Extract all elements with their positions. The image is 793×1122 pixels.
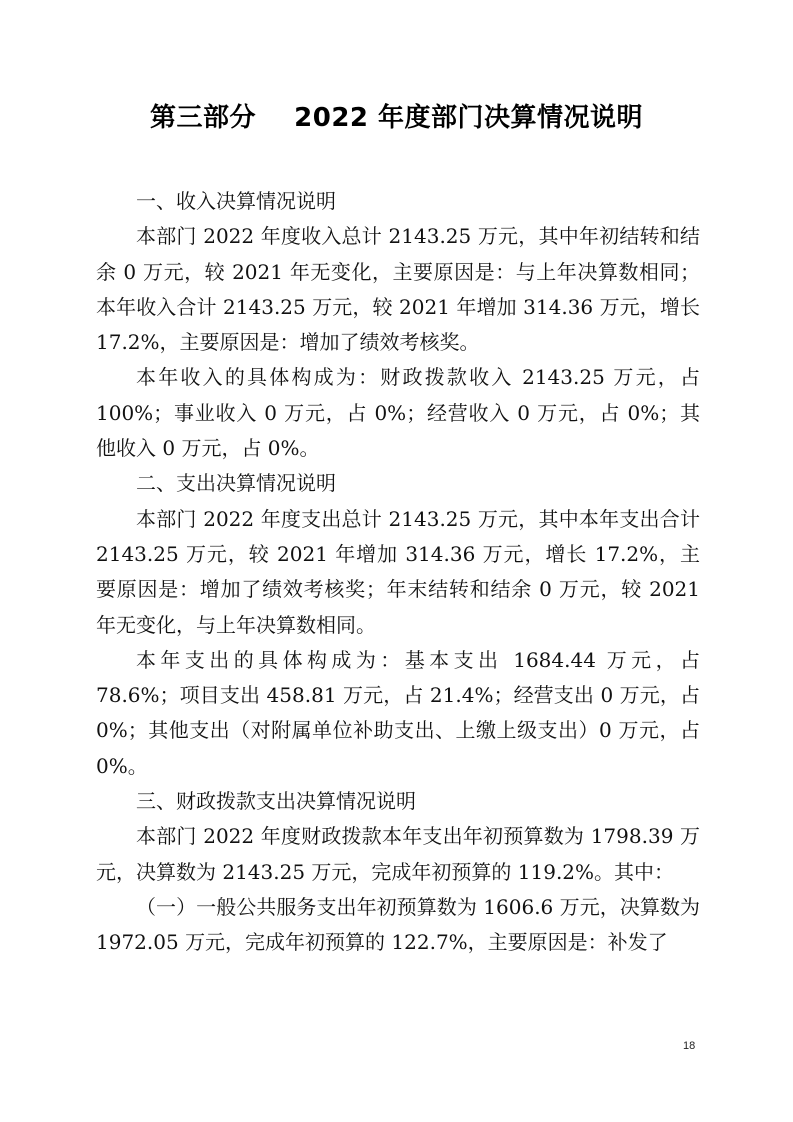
document-body [96, 184, 700, 961]
paragraph-fiscal-appropriation-summary: 本部门 2022 年度财政拨款本年支出年初预算数为 1798.39 万元，决算数为 2143.25 万元，完成年初预算的 119.2%。其中： [96, 824, 700, 884]
paragraph-general-public-services: （一）一般公共服务支出年初预算数为 1606.6 万元，决算数为 1972.05 万元，完成年初预算的 122.7%，主要原因是：补发了 [96, 894, 700, 955]
section-heading-fiscal-appropriation: 三、财政拨款支出决算情况说明 [136, 789, 416, 814]
paragraph-income-summary: 本部门 2022 年度收入总计 2143.25 万元，其中年初结转和结余 0 万元，较 2021 年无变化，主要原因是：与上年决算数相同；本年收入合计 2143.25 万元，较 2021 年增加 314.36 万元，增长 17.2%，主要原因是：增加了绩效考核奖。 [96, 224, 700, 355]
section-heading-expenditure: 二、支出决算情况说明 [136, 471, 336, 496]
paragraph-income-composition: 本年收入的具体构成为：财政拨款收入 2143.25 万元，占 100%；事业收入 0 万元，占 0%；经营收入 0 万元，占 0%；其他收入 0 万元，占 0%。 [96, 365, 700, 461]
paragraph-expenditure-summary: 本部门 2022 年度支出总计 2143.25 万元，其中本年支出合计 2143.25 万元，较 2021 年增加 314.36 万元，增长 17.2%，主要原因是：增加了绩效考核奖；年末结转和结余 0 万元，较 2021 年无变化，与上年决算数相同。 [96, 506, 700, 637]
section-heading-income: 一、收入决算情况说明 [136, 189, 336, 213]
paragraph-expenditure-composition: 本年支出的具体构成为：基本支出 1684.44 万元，占 78.6%；项目支出 458.81 万元，占 21.4%；经营支出 0 万元，占 0%；其他支出（对附属单位补助支出、上缴上级支出）0 万元，占 0%。 [96, 647, 700, 778]
page-number: 18 [683, 1040, 696, 1052]
page-title: 第三部分 2022 年度部门决算情况说明 [149, 103, 644, 133]
